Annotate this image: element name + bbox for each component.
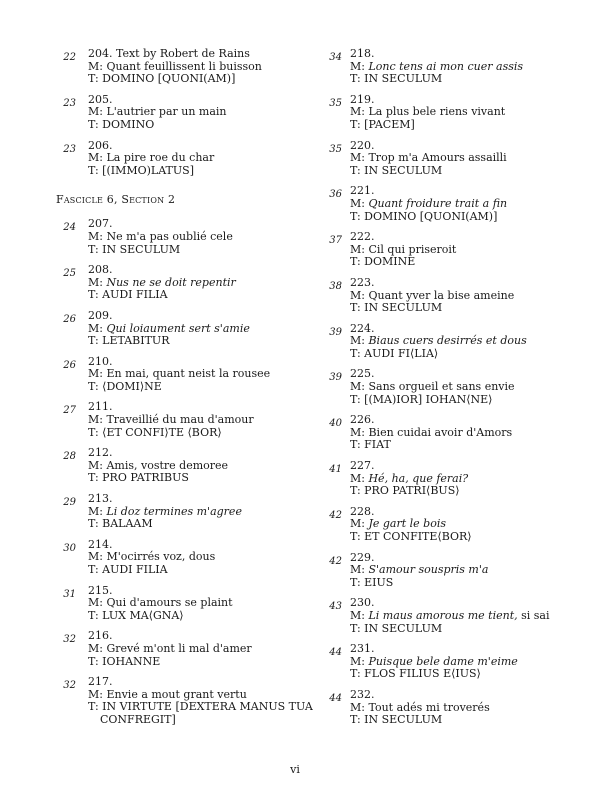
entry-body (350, 552, 580, 590)
entry-id: 217. (88, 675, 113, 689)
entry-body (350, 185, 580, 223)
entry-body (88, 585, 322, 623)
page-ref: 22 (63, 52, 76, 63)
entry-id: 220. (350, 138, 375, 152)
entry-body (350, 323, 580, 361)
page-ref: 42 (329, 509, 342, 521)
entry-body (88, 48, 322, 86)
list-item (320, 140, 580, 178)
page-number: vi (290, 763, 300, 776)
motet-prefix: M: (350, 196, 369, 210)
entry-body (88, 140, 322, 178)
entry-id: 207. (88, 217, 113, 231)
tenor-line: T: FLOS FILIUS E⟨IUS⟩ (350, 667, 481, 681)
tenor-continuation: CONFREGIT] (100, 712, 176, 726)
tenor-line: T: IN VIRTUTE [DEXTERA MANUS TUA (88, 700, 313, 714)
tenor-line: T: IN SECULUM (350, 72, 443, 86)
tenor-line: T: [PACEM] (350, 117, 415, 131)
tenor-line: T: IN SECULUM (350, 163, 443, 177)
entry-body (88, 401, 322, 439)
tenor-line: T: LUX MA⟨GNA⟩ (88, 608, 184, 622)
left-column (52, 48, 322, 735)
page-ref: 44 (329, 692, 342, 704)
entry-body (350, 689, 580, 727)
page-ref: 34 (329, 52, 342, 63)
list-item (52, 401, 322, 439)
entry-body (88, 539, 322, 577)
entry-id: 232. (350, 687, 375, 701)
motet-incipit: M'ocirrés voz, dous (106, 550, 216, 564)
motet-incipit: Nus ne se doit repentir (106, 275, 236, 289)
right-column (320, 48, 580, 735)
entry-id: 204. Text by Robert de Rains (88, 47, 250, 60)
entry-id: 227. (350, 459, 375, 473)
motet-incipit: La pire roe du char (106, 151, 215, 165)
motet-line (88, 231, 322, 244)
tenor-line: T: EIUS (350, 575, 394, 589)
entry-body (88, 356, 322, 394)
motet-line (88, 368, 322, 381)
motet-incipit: Li maus amorous me tient, (368, 608, 518, 622)
page-ref: 26 (63, 313, 76, 325)
page-ref: 23 (63, 97, 76, 109)
motet-prefix: M: (88, 413, 107, 427)
motet-incipit: Li doz termines m'agree (106, 504, 242, 518)
list-item (320, 231, 580, 269)
entry-id: 218. (350, 47, 375, 60)
motet-line (350, 335, 580, 348)
motet-prefix: M: (88, 229, 107, 243)
motet-incipit: Envie a mout grant vertu (106, 687, 247, 701)
page-ref: 31 (63, 588, 76, 600)
list-item (320, 506, 580, 544)
page-ref: 29 (63, 497, 76, 509)
entry-body (88, 630, 322, 668)
motet-incipit: S'amour souspris m'a (368, 563, 489, 577)
motet-incipit: Je gart le bois (368, 517, 447, 531)
tenor-line: T: IN SECULUM (350, 621, 443, 635)
page-ref: 23 (63, 143, 76, 155)
entry-id: 228. (350, 504, 375, 518)
page-ref: 38 (329, 280, 342, 292)
entry-body (88, 447, 322, 485)
motet-incipit: Qui loiaument sert s'amie (106, 321, 250, 335)
motet-line (350, 564, 580, 577)
list-item (320, 414, 580, 452)
entry-body (88, 218, 322, 256)
motet-prefix: M: (350, 654, 369, 668)
list-item (52, 585, 322, 623)
list-item (52, 676, 322, 726)
entry-body (350, 368, 580, 406)
page-ref: 27 (63, 405, 76, 417)
entry-id: 211. (88, 400, 113, 414)
list-item (52, 539, 322, 577)
entry-body (350, 643, 580, 681)
entry-id: 230. (350, 596, 375, 610)
motet-prefix: M: (350, 105, 369, 119)
motet-incipit: Grevé m'ont li mal d'amer (106, 641, 252, 655)
entry-body (88, 676, 322, 726)
list-item (52, 356, 322, 394)
motet-incipit: Trop m'a Amours assailli (368, 151, 507, 165)
motet-incipit: Sans orgueil et sans envie (368, 380, 515, 394)
page-ref: 35 (329, 97, 342, 109)
motet-incipit: La plus bele riens vivant (368, 105, 506, 119)
motet-prefix: M: (88, 59, 107, 73)
motet-prefix: M: (350, 380, 369, 394)
page-ref: 24 (63, 222, 76, 234)
list-item (52, 493, 322, 531)
motet-line (88, 152, 322, 165)
page-ref: 26 (63, 359, 76, 371)
list-item (52, 447, 322, 485)
tenor-line: T: ET CONFITE⟨BOR⟩ (350, 530, 472, 543)
motet-prefix: M: (350, 517, 369, 531)
motet-prefix: M: (350, 425, 369, 439)
page-ref: 40 (329, 418, 342, 430)
tenor-line: T: AUDI FILIA (88, 288, 168, 302)
page-ref: 32 (63, 680, 76, 692)
entry-body (350, 140, 580, 178)
tenor-line: T: [(IMMO)LATUS] (88, 163, 194, 177)
motet-incipit: L'autrier par un main (106, 105, 227, 119)
motet-incipit: Ne m'a pas oublié cele (106, 229, 233, 243)
list-item (52, 48, 322, 86)
entry-id: 221. (350, 184, 375, 198)
list-item (320, 94, 580, 132)
motet-prefix: M: (88, 321, 107, 335)
entry-id: 226. (350, 413, 375, 427)
page-ref: 43 (329, 601, 342, 613)
list-item (320, 48, 580, 86)
tenor-line: T: AUDI FILIA (88, 563, 168, 576)
list-item (320, 597, 580, 635)
entry-id: 224. (350, 321, 375, 335)
entry-id: 215. (88, 583, 113, 597)
page-ref: 32 (63, 634, 76, 646)
motet-prefix: M: (350, 334, 369, 348)
motet-line (350, 152, 580, 165)
motet-incipit: Amis, vostre demoree (106, 458, 229, 472)
tenor-line: T: PRO PATRI⟨BUS⟩ (350, 484, 460, 498)
tenor-line: T: DOMINO [QUONI(AM)] (88, 72, 236, 86)
entry-id: 229. (350, 550, 375, 564)
page-ref: 41 (329, 464, 342, 476)
motet-incipit: Biaus cuers desirrés et dous (368, 334, 527, 348)
motet-prefix: M: (88, 367, 107, 381)
motet-prefix: M: (350, 151, 369, 165)
page-ref: 28 (63, 451, 76, 463)
motet-incipit: En mai, quant neist la rousee (106, 367, 271, 381)
motet-prefix: M: (88, 275, 107, 289)
entry-body (88, 310, 322, 348)
entry-id: 223. (350, 275, 375, 289)
entry-id: 208. (88, 263, 113, 277)
motet-incipit: Qui d'amours se plaint (106, 596, 233, 610)
list-item (52, 630, 322, 668)
entry-id: 209. (88, 308, 113, 322)
motet-incipit: Tout adés mi troverés (368, 700, 490, 714)
motet-prefix: M: (88, 151, 107, 165)
motet-incipit: Quant feuillissent li buisson (106, 59, 262, 73)
motet-incipit: Bien cuidai avoir d'Amors (368, 425, 513, 439)
entry-id: 216. (88, 629, 113, 643)
tenor-line: T: IN SECULUM (350, 301, 443, 315)
motet-prefix: M: (350, 563, 369, 577)
motet-prefix: M: (88, 550, 107, 564)
tenor-line: T: BALAAM (88, 517, 153, 531)
tenor-line: T: LETABITUR (88, 334, 170, 348)
motet-line (88, 597, 322, 610)
motet-prefix: M: (88, 687, 107, 701)
motet-prefix: M: (350, 700, 369, 714)
tenor-line: T: IOHANNE (88, 654, 161, 668)
list-item (320, 552, 580, 590)
entry-body (350, 506, 580, 544)
tenor-line: T: IN SECULUM (88, 242, 181, 256)
entry-id: 212. (88, 446, 113, 460)
list-item (52, 264, 322, 302)
entry-body (350, 231, 580, 269)
entry-body (350, 94, 580, 132)
tenor-line: T: DOMINE (350, 255, 416, 269)
entry-body (88, 493, 322, 531)
tenor-line: T: AUDI FI⟨LIA⟩ (350, 346, 439, 360)
motet-line (350, 381, 580, 394)
page-ref: 44 (329, 647, 342, 659)
list-item (320, 368, 580, 406)
page-ref: 30 (63, 542, 76, 554)
motet-incipit: Lonc tens ai mon cuer assis (368, 59, 524, 73)
tenor-line: T: FIAT (350, 438, 391, 452)
section-heading: Fascicle 6, Section 2 (56, 193, 176, 207)
page-ref: 39 (329, 326, 342, 338)
list-item (320, 689, 580, 727)
motet-incipit: Puisque bele dame m'eime (368, 654, 518, 668)
list-item (320, 185, 580, 223)
motet-incipit: Traveillié du mau d'amour (106, 413, 254, 427)
motet-prefix: M: (88, 458, 107, 472)
motet-incipit: Quant yver la bise ameine (368, 288, 515, 302)
motet-incipit: Hé, ha, que ferai? (368, 471, 469, 485)
list-item (320, 277, 580, 315)
entry-id: 231. (350, 642, 375, 656)
page-ref: 35 (329, 143, 342, 155)
list-item (52, 218, 322, 256)
entry-id: 210. (88, 354, 113, 368)
page-ref: 36 (329, 189, 342, 201)
list-item (320, 323, 580, 361)
entry-body (350, 277, 580, 315)
motet-prefix: M: (350, 471, 369, 485)
list-item (52, 140, 322, 178)
page-ref: 25 (63, 268, 76, 280)
motet-prefix: M: (88, 641, 107, 655)
page-ref: 37 (329, 235, 342, 247)
page-ref: 39 (329, 372, 342, 384)
motet-prefix: M: (88, 596, 107, 610)
list-item (52, 94, 322, 132)
entry-id: 206. (88, 138, 113, 152)
motet-suffix: si sai (517, 608, 550, 622)
tenor-line: T: ⟨ET CONFI⟩TE ⟨BOR⟩ (88, 425, 222, 439)
entry-body (350, 597, 580, 635)
tenor-line: T: DOMINO (88, 117, 155, 131)
motet-line (88, 643, 322, 656)
motet-prefix: M: (88, 105, 107, 119)
list-item (320, 643, 580, 681)
entry-body (350, 414, 580, 452)
list-item (320, 460, 580, 498)
tenor-line: T: IN SECULUM (350, 713, 443, 727)
entry-id: 222. (350, 230, 375, 244)
motet-incipit: Quant froidure trait a fin (368, 196, 508, 210)
motet-line (88, 414, 322, 427)
tenor-line: T: PRO PATRIBUS (88, 471, 189, 485)
entry-body (88, 264, 322, 302)
page-ref: 42 (329, 555, 342, 567)
motet-prefix: M: (350, 288, 369, 302)
entry-id: 213. (88, 492, 113, 506)
motet-prefix: M: (350, 608, 369, 622)
motet-prefix: M: (350, 242, 369, 256)
list-item (52, 310, 322, 348)
motet-prefix: M: (350, 59, 369, 73)
entry-body (88, 94, 322, 132)
entry-body (350, 48, 580, 86)
entry-body (350, 460, 580, 498)
motet-prefix: M: (88, 504, 107, 518)
tenor-line: T: ⟨DOMI⟩NE (88, 379, 162, 393)
entry-id: 205. (88, 92, 113, 106)
motet-incipit: Cil qui priseroit (368, 242, 457, 256)
entry-id: 214. (88, 537, 113, 551)
tenor-line: T: DOMINO [QUONI(AM)] (350, 209, 498, 223)
entry-id: 219. (350, 92, 375, 106)
motet-line (350, 610, 580, 623)
entry-id: 225. (350, 367, 375, 381)
tenor-line: T: [(MA)IOR] IOHAN⟨NE⟩ (350, 392, 493, 406)
motet-line (350, 198, 580, 211)
